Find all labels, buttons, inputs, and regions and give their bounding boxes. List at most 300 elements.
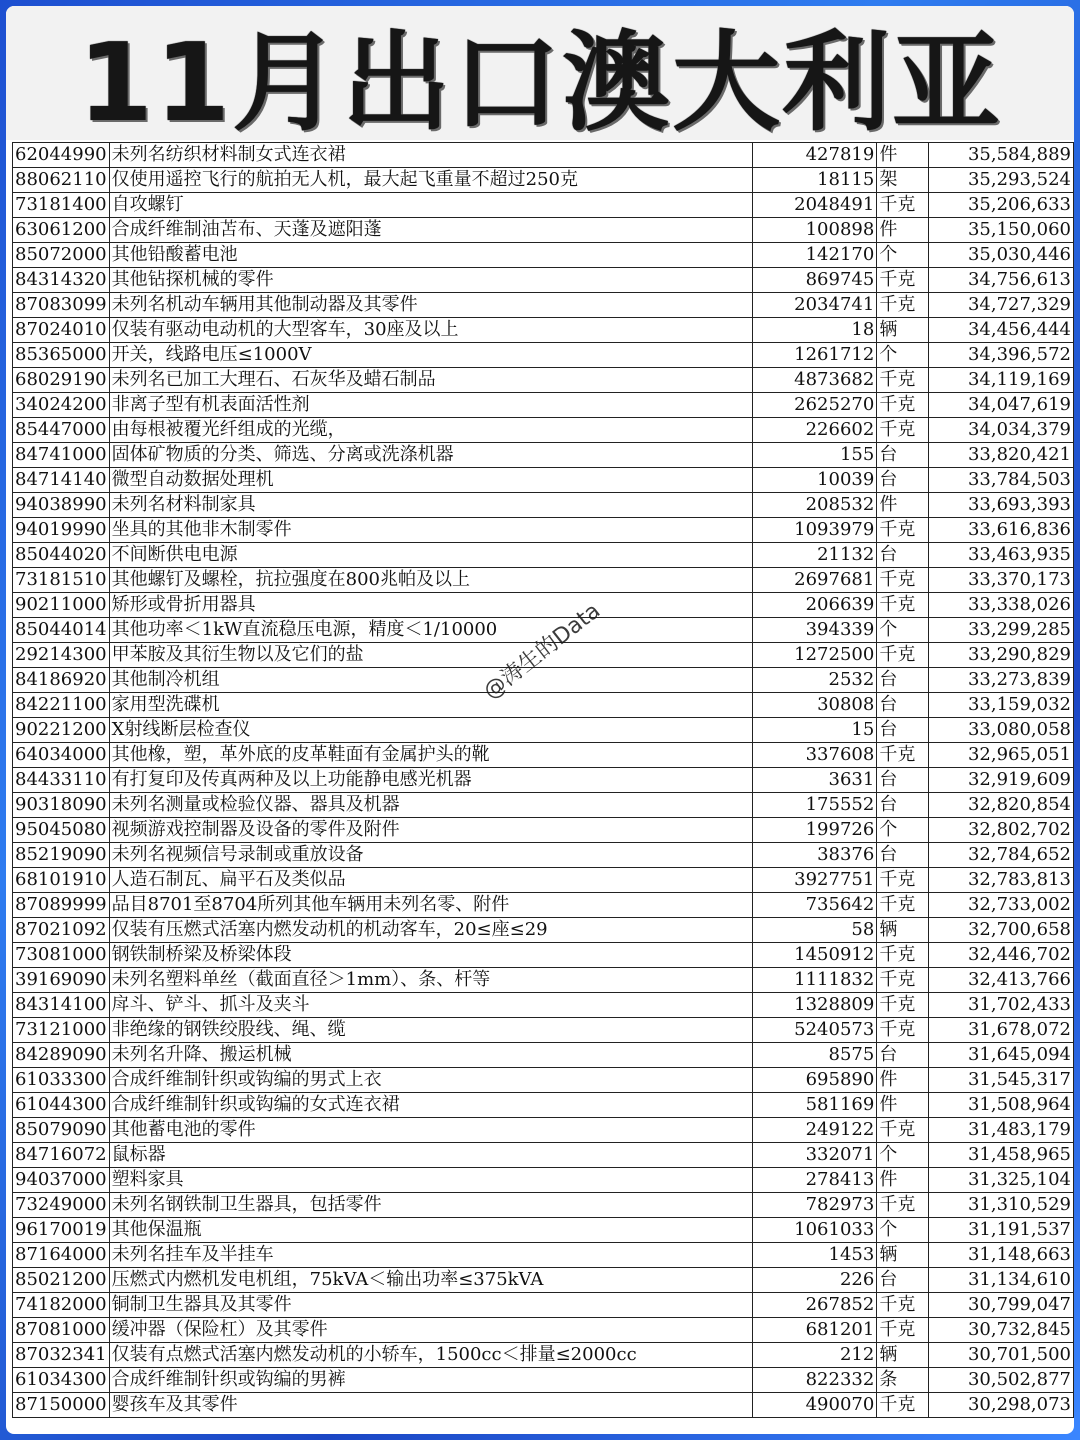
product-name-cell: 自攻螺钉 [109, 193, 752, 218]
unit-cell: 件 [877, 1068, 929, 1093]
quantity-cell: 3927751 [752, 868, 877, 893]
product-name-cell: 合成纤维制针织或钩编的男裤 [109, 1368, 752, 1393]
table-row [13, 543, 1074, 568]
unit-cell: 台 [877, 443, 929, 468]
export-table [12, 142, 1074, 1418]
table-row [13, 393, 1074, 418]
unit-cell: 件 [877, 1168, 929, 1193]
product-name-cell: 戽斗、铲斗、抓斗及夹斗 [109, 993, 752, 1018]
hs-code-cell: 85021200 [13, 1268, 110, 1293]
table-row [13, 568, 1074, 593]
export-value-cell: 33,338,026 [928, 593, 1073, 618]
quantity-cell: 18 [752, 318, 877, 343]
table-row [13, 718, 1074, 743]
export-value-cell: 33,820,421 [928, 443, 1073, 468]
export-value-cell: 31,134,610 [928, 1268, 1073, 1293]
quantity-cell: 267852 [752, 1293, 877, 1318]
table-row [13, 293, 1074, 318]
product-name-cell: 甲苯胺及其衍生物以及它们的盐 [109, 643, 752, 668]
product-name-cell: 其他橡，塑，革外底的皮革鞋面有金属护头的靴 [109, 743, 752, 768]
product-name-cell: 未列名机动车辆用其他制动器及其零件 [109, 293, 752, 318]
product-name-cell: 合成纤维制针织或钩编的女式连衣裙 [109, 1093, 752, 1118]
product-name-cell: 未列名材料制家具 [109, 493, 752, 518]
unit-cell: 千克 [877, 293, 929, 318]
hs-code-cell: 94019990 [13, 518, 110, 543]
table-row [13, 868, 1074, 893]
export-value-cell: 32,446,702 [928, 943, 1073, 968]
quantity-cell: 2532 [752, 668, 877, 693]
unit-cell: 千克 [877, 518, 929, 543]
hs-code-cell: 87081000 [13, 1318, 110, 1343]
product-name-cell: 矫形或骨折用器具 [109, 593, 752, 618]
unit-cell: 辆 [877, 1243, 929, 1268]
hs-code-cell: 94038990 [13, 493, 110, 518]
quantity-cell: 142170 [752, 243, 877, 268]
export-value-cell: 32,783,813 [928, 868, 1073, 893]
export-value-cell: 31,148,663 [928, 1243, 1073, 1268]
hs-code-cell: 68029190 [13, 368, 110, 393]
unit-cell: 千克 [877, 968, 929, 993]
product-name-cell: 未列名塑料单丝（截面直径＞1mm）、条、杆等 [109, 968, 752, 993]
export-value-cell: 30,701,500 [928, 1343, 1073, 1368]
hs-code-cell: 68101910 [13, 868, 110, 893]
export-value-cell: 35,150,060 [928, 218, 1073, 243]
quantity-cell: 212 [752, 1343, 877, 1368]
unit-cell: 个 [877, 818, 929, 843]
export-value-cell: 32,413,766 [928, 968, 1073, 993]
export-value-cell: 33,463,935 [928, 543, 1073, 568]
quantity-cell: 2034741 [752, 293, 877, 318]
unit-cell: 千克 [877, 868, 929, 893]
hs-code-cell: 73181400 [13, 193, 110, 218]
unit-cell: 件 [877, 143, 929, 168]
product-name-cell: 微型自动数据处理机 [109, 468, 752, 493]
hs-code-cell: 87164000 [13, 1243, 110, 1268]
table-row [13, 693, 1074, 718]
table-row [13, 143, 1074, 168]
quantity-cell: 394339 [752, 618, 877, 643]
table-row [13, 1218, 1074, 1243]
table-row [13, 743, 1074, 768]
export-value-cell: 33,784,503 [928, 468, 1073, 493]
export-value-cell: 33,290,829 [928, 643, 1073, 668]
quantity-cell: 226 [752, 1268, 877, 1293]
export-value-cell: 33,693,393 [928, 493, 1073, 518]
quantity-cell: 1093979 [752, 518, 877, 543]
table-row [13, 968, 1074, 993]
unit-cell: 千克 [877, 1293, 929, 1318]
quantity-cell: 1450912 [752, 943, 877, 968]
unit-cell: 台 [877, 468, 929, 493]
unit-cell: 台 [877, 718, 929, 743]
quantity-cell: 3631 [752, 768, 877, 793]
export-value-cell: 30,298,073 [928, 1393, 1073, 1418]
table-row [13, 1093, 1074, 1118]
product-name-cell: 品目8701至8704所列其他车辆用未列名零、附件 [109, 893, 752, 918]
hs-code-cell: 87021092 [13, 918, 110, 943]
export-value-cell: 32,820,854 [928, 793, 1073, 818]
page-title: 11月出口澳大利亚 [6, 6, 1074, 140]
hs-code-cell: 84221100 [13, 693, 110, 718]
product-name-cell: 开关，线路电压≤1000V [109, 343, 752, 368]
export-value-cell: 35,293,524 [928, 168, 1073, 193]
unit-cell: 件 [877, 493, 929, 518]
table-row [13, 443, 1074, 468]
page [6, 6, 1074, 1434]
unit-cell: 千克 [877, 1393, 929, 1418]
export-value-cell: 32,965,051 [928, 743, 1073, 768]
export-value-cell: 34,396,572 [928, 343, 1073, 368]
table-row [13, 193, 1074, 218]
quantity-cell: 18115 [752, 168, 877, 193]
table-row [13, 468, 1074, 493]
product-name-cell: 鼠标器 [109, 1143, 752, 1168]
product-name-cell: 仅使用遥控飞行的航拍无人机，最大起飞重量不超过250克 [109, 168, 752, 193]
export-value-cell: 31,545,317 [928, 1068, 1073, 1093]
export-value-cell: 30,732,845 [928, 1318, 1073, 1343]
table-row [13, 268, 1074, 293]
unit-cell: 千克 [877, 993, 929, 1018]
product-name-cell: 有打复印及传真两种及以上功能静电感光机器 [109, 768, 752, 793]
export-value-cell: 31,483,179 [928, 1118, 1073, 1143]
table-row [13, 1243, 1074, 1268]
hs-code-cell: 85365000 [13, 343, 110, 368]
product-name-cell: 未列名测量或检验仪器、器具及机器 [109, 793, 752, 818]
product-name-cell: 视频游戏控制器及设备的零件及附件 [109, 818, 752, 843]
export-value-cell: 32,784,652 [928, 843, 1073, 868]
unit-cell: 个 [877, 1143, 929, 1168]
product-name-cell: 仅装有驱动电动机的大型客车，30座及以上 [109, 318, 752, 343]
quantity-cell: 1272500 [752, 643, 877, 668]
hs-code-cell: 29214300 [13, 643, 110, 668]
export-value-cell: 31,310,529 [928, 1193, 1073, 1218]
hs-code-cell: 39169090 [13, 968, 110, 993]
product-name-cell: 婴孩车及其零件 [109, 1393, 752, 1418]
product-name-cell: 人造石制瓦、扁平石及类似品 [109, 868, 752, 893]
quantity-cell: 1261712 [752, 343, 877, 368]
product-name-cell: 其他螺钉及螺栓，抗拉强度在800兆帕及以上 [109, 568, 752, 593]
unit-cell: 台 [877, 793, 929, 818]
unit-cell: 辆 [877, 318, 929, 343]
table-row [13, 1043, 1074, 1068]
hs-code-cell: 90211000 [13, 593, 110, 618]
export-value-cell: 30,502,877 [928, 1368, 1073, 1393]
table-row [13, 1193, 1074, 1218]
unit-cell: 台 [877, 693, 929, 718]
table-row [13, 418, 1074, 443]
hs-code-cell: 94037000 [13, 1168, 110, 1193]
hs-code-cell: 95045080 [13, 818, 110, 843]
hs-code-cell: 63061200 [13, 218, 110, 243]
hs-code-cell: 73121000 [13, 1018, 110, 1043]
unit-cell: 千克 [877, 643, 929, 668]
unit-cell: 台 [877, 668, 929, 693]
hs-code-cell: 87089999 [13, 893, 110, 918]
quantity-cell: 1328809 [752, 993, 877, 1018]
hs-code-cell: 84714140 [13, 468, 110, 493]
product-name-cell: 钢铁制桥梁及桥梁体段 [109, 943, 752, 968]
product-name-cell: 坐具的其他非木制零件 [109, 518, 752, 543]
table-row [13, 318, 1074, 343]
table-row [13, 343, 1074, 368]
unit-cell: 辆 [877, 918, 929, 943]
hs-code-cell: 74182000 [13, 1293, 110, 1318]
unit-cell: 千克 [877, 743, 929, 768]
product-name-cell: 压燃式内燃机发电机组，75kVA＜输出功率≤375kVA [109, 1268, 752, 1293]
hs-code-cell: 84433110 [13, 768, 110, 793]
product-name-cell: 合成纤维制油苫布、天蓬及遮阳蓬 [109, 218, 752, 243]
hs-code-cell: 61044300 [13, 1093, 110, 1118]
export-value-cell: 32,802,702 [928, 818, 1073, 843]
table-row [13, 843, 1074, 868]
product-name-cell: X射线断层检查仪 [109, 718, 752, 743]
table-row [13, 518, 1074, 543]
hs-code-cell: 62044990 [13, 143, 110, 168]
quantity-cell: 226602 [752, 418, 877, 443]
hs-code-cell: 84314320 [13, 268, 110, 293]
table-row [13, 1143, 1074, 1168]
quantity-cell: 681201 [752, 1318, 877, 1343]
quantity-cell: 735642 [752, 893, 877, 918]
export-value-cell: 35,584,889 [928, 143, 1073, 168]
quantity-cell: 427819 [752, 143, 877, 168]
table-row [13, 243, 1074, 268]
unit-cell: 千克 [877, 943, 929, 968]
quantity-cell: 782973 [752, 1193, 877, 1218]
export-value-cell: 34,756,613 [928, 268, 1073, 293]
unit-cell: 千克 [877, 193, 929, 218]
product-name-cell: 未列名纺织材料制女式连衣裙 [109, 143, 752, 168]
export-value-cell: 32,919,609 [928, 768, 1073, 793]
quantity-cell: 206639 [752, 593, 877, 618]
unit-cell: 千克 [877, 1193, 929, 1218]
product-name-cell: 其他制冷机组 [109, 668, 752, 693]
product-name-cell: 固体矿物质的分类、筛选、分离或洗涤机器 [109, 443, 752, 468]
quantity-cell: 10039 [752, 468, 877, 493]
hs-code-cell: 87024010 [13, 318, 110, 343]
quantity-cell: 4873682 [752, 368, 877, 393]
table-row [13, 818, 1074, 843]
quantity-cell: 208532 [752, 493, 877, 518]
hs-code-cell: 87032341 [13, 1343, 110, 1368]
unit-cell: 条 [877, 1368, 929, 1393]
unit-cell: 个 [877, 1218, 929, 1243]
product-name-cell: 其他保温瓶 [109, 1218, 752, 1243]
table-body [13, 143, 1074, 1418]
quantity-cell: 8575 [752, 1043, 877, 1068]
quantity-cell: 30808 [752, 693, 877, 718]
quantity-cell: 695890 [752, 1068, 877, 1093]
export-value-cell: 31,645,094 [928, 1043, 1073, 1068]
table-row [13, 618, 1074, 643]
hs-code-cell: 85044020 [13, 543, 110, 568]
quantity-cell: 869745 [752, 268, 877, 293]
table-row [13, 668, 1074, 693]
table-row [13, 793, 1074, 818]
export-value-cell: 34,727,329 [928, 293, 1073, 318]
export-value-cell: 34,047,619 [928, 393, 1073, 418]
table-row [13, 643, 1074, 668]
unit-cell: 件 [877, 218, 929, 243]
quantity-cell: 175552 [752, 793, 877, 818]
quantity-cell: 337608 [752, 743, 877, 768]
product-name-cell: 铜制卫生器具及其零件 [109, 1293, 752, 1318]
export-value-cell: 31,458,965 [928, 1143, 1073, 1168]
unit-cell: 千克 [877, 893, 929, 918]
unit-cell: 千克 [877, 393, 929, 418]
unit-cell: 个 [877, 618, 929, 643]
export-value-cell: 33,616,836 [928, 518, 1073, 543]
product-name-cell: 不间断供电电源 [109, 543, 752, 568]
quantity-cell: 332071 [752, 1143, 877, 1168]
table-row [13, 993, 1074, 1018]
product-name-cell: 家用型洗碟机 [109, 693, 752, 718]
hs-code-cell: 88062110 [13, 168, 110, 193]
product-name-cell: 其他功率＜1kW直流稳压电源，精度＜1/10000 [109, 618, 752, 643]
export-value-cell: 33,159,032 [928, 693, 1073, 718]
export-value-cell: 33,370,173 [928, 568, 1073, 593]
hs-code-cell: 84186920 [13, 668, 110, 693]
table-row [13, 168, 1074, 193]
product-name-cell: 未列名已加工大理石、石灰华及蜡石制品 [109, 368, 752, 393]
export-value-cell: 31,702,433 [928, 993, 1073, 1018]
quantity-cell: 5240573 [752, 1018, 877, 1043]
unit-cell: 台 [877, 843, 929, 868]
quantity-cell: 581169 [752, 1093, 877, 1118]
table-row [13, 918, 1074, 943]
table-row [13, 218, 1074, 243]
unit-cell: 件 [877, 1093, 929, 1118]
hs-code-cell: 85044014 [13, 618, 110, 643]
quantity-cell: 249122 [752, 1118, 877, 1143]
quantity-cell: 278413 [752, 1168, 877, 1193]
unit-cell: 台 [877, 768, 929, 793]
table-row [13, 943, 1074, 968]
table-row [13, 1268, 1074, 1293]
unit-cell: 个 [877, 343, 929, 368]
export-value-cell: 31,678,072 [928, 1018, 1073, 1043]
hs-code-cell: 87083099 [13, 293, 110, 318]
table-row [13, 1168, 1074, 1193]
hs-code-cell: 85219090 [13, 843, 110, 868]
quantity-cell: 822332 [752, 1368, 877, 1393]
export-value-cell: 34,034,379 [928, 418, 1073, 443]
table-row [13, 493, 1074, 518]
export-value-cell: 32,700,658 [928, 918, 1073, 943]
unit-cell: 千克 [877, 1118, 929, 1143]
table-row [13, 1318, 1074, 1343]
export-value-cell: 35,030,446 [928, 243, 1073, 268]
export-value-cell: 34,456,444 [928, 318, 1073, 343]
quantity-cell: 490070 [752, 1393, 877, 1418]
product-name-cell: 合成纤维制针织或钩编的男式上衣 [109, 1068, 752, 1093]
table-row [13, 1368, 1074, 1393]
table-row [13, 768, 1074, 793]
quantity-cell: 2048491 [752, 193, 877, 218]
hs-code-cell: 73249000 [13, 1193, 110, 1218]
hs-code-cell: 90221200 [13, 718, 110, 743]
unit-cell: 个 [877, 243, 929, 268]
hs-code-cell: 84741000 [13, 443, 110, 468]
table-row [13, 368, 1074, 393]
table-row [13, 1393, 1074, 1418]
export-value-cell: 31,325,104 [928, 1168, 1073, 1193]
table-row [13, 1343, 1074, 1368]
quantity-cell: 155 [752, 443, 877, 468]
hs-code-cell: 87150000 [13, 1393, 110, 1418]
unit-cell: 架 [877, 168, 929, 193]
export-value-cell: 33,273,839 [928, 668, 1073, 693]
unit-cell: 台 [877, 1268, 929, 1293]
quantity-cell: 58 [752, 918, 877, 943]
hs-code-cell: 61033300 [13, 1068, 110, 1093]
quantity-cell: 21132 [752, 543, 877, 568]
product-name-cell: 未列名升降、搬运机械 [109, 1043, 752, 1068]
hs-code-cell: 61034300 [13, 1368, 110, 1393]
unit-cell: 千克 [877, 568, 929, 593]
export-value-cell: 34,119,169 [928, 368, 1073, 393]
product-name-cell: 非绝缘的钢铁绞股线、绳、缆 [109, 1018, 752, 1043]
product-name-cell: 由每根被覆光纤组成的光缆， [109, 418, 752, 443]
unit-cell: 千克 [877, 418, 929, 443]
export-value-cell: 31,191,537 [928, 1218, 1073, 1243]
export-value-cell: 32,733,002 [928, 893, 1073, 918]
unit-cell: 台 [877, 543, 929, 568]
quantity-cell: 15 [752, 718, 877, 743]
hs-code-cell: 84314100 [13, 993, 110, 1018]
hs-code-cell: 85447000 [13, 418, 110, 443]
product-name-cell: 未列名挂车及半挂车 [109, 1243, 752, 1268]
quantity-cell: 2625270 [752, 393, 877, 418]
quantity-cell: 2697681 [752, 568, 877, 593]
export-value-cell: 33,299,285 [928, 618, 1073, 643]
unit-cell: 千克 [877, 1018, 929, 1043]
table-row [13, 1068, 1074, 1093]
hs-code-cell: 84716072 [13, 1143, 110, 1168]
quantity-cell: 1111832 [752, 968, 877, 993]
export-value-cell: 30,799,047 [928, 1293, 1073, 1318]
hs-code-cell: 96170019 [13, 1218, 110, 1243]
product-name-cell: 缓冲器（保险杠）及其零件 [109, 1318, 752, 1343]
product-name-cell: 仅装有点燃式活塞内燃发动机的小轿车，1500cc＜排量≤2000cc [109, 1343, 752, 1368]
product-name-cell: 非离子型有机表面活性剂 [109, 393, 752, 418]
hs-code-cell: 34024200 [13, 393, 110, 418]
product-name-cell: 其他铅酸蓄电池 [109, 243, 752, 268]
product-name-cell: 仅装有压燃式活塞内燃发动机的机动客车，20≤座≤29 [109, 918, 752, 943]
hs-code-cell: 73181510 [13, 568, 110, 593]
product-name-cell: 其他蓄电池的零件 [109, 1118, 752, 1143]
hs-code-cell: 73081000 [13, 943, 110, 968]
table-row [13, 1018, 1074, 1043]
quantity-cell: 38376 [752, 843, 877, 868]
hs-code-cell: 85079090 [13, 1118, 110, 1143]
quantity-cell: 1453 [752, 1243, 877, 1268]
hs-code-cell: 90318090 [13, 793, 110, 818]
product-name-cell: 未列名视频信号录制或重放设备 [109, 843, 752, 868]
export-value-cell: 35,206,633 [928, 193, 1073, 218]
hs-code-cell: 64034000 [13, 743, 110, 768]
unit-cell: 辆 [877, 1343, 929, 1368]
watermark: @涛生的Data [479, 598, 606, 705]
export-value-cell: 33,080,058 [928, 718, 1073, 743]
unit-cell: 千克 [877, 368, 929, 393]
product-name-cell: 其他钻探机械的零件 [109, 268, 752, 293]
quantity-cell: 199726 [752, 818, 877, 843]
product-name-cell: 塑料家具 [109, 1168, 752, 1193]
table-row [13, 593, 1074, 618]
export-value-cell: 31,508,964 [928, 1093, 1073, 1118]
table-row [13, 1293, 1074, 1318]
